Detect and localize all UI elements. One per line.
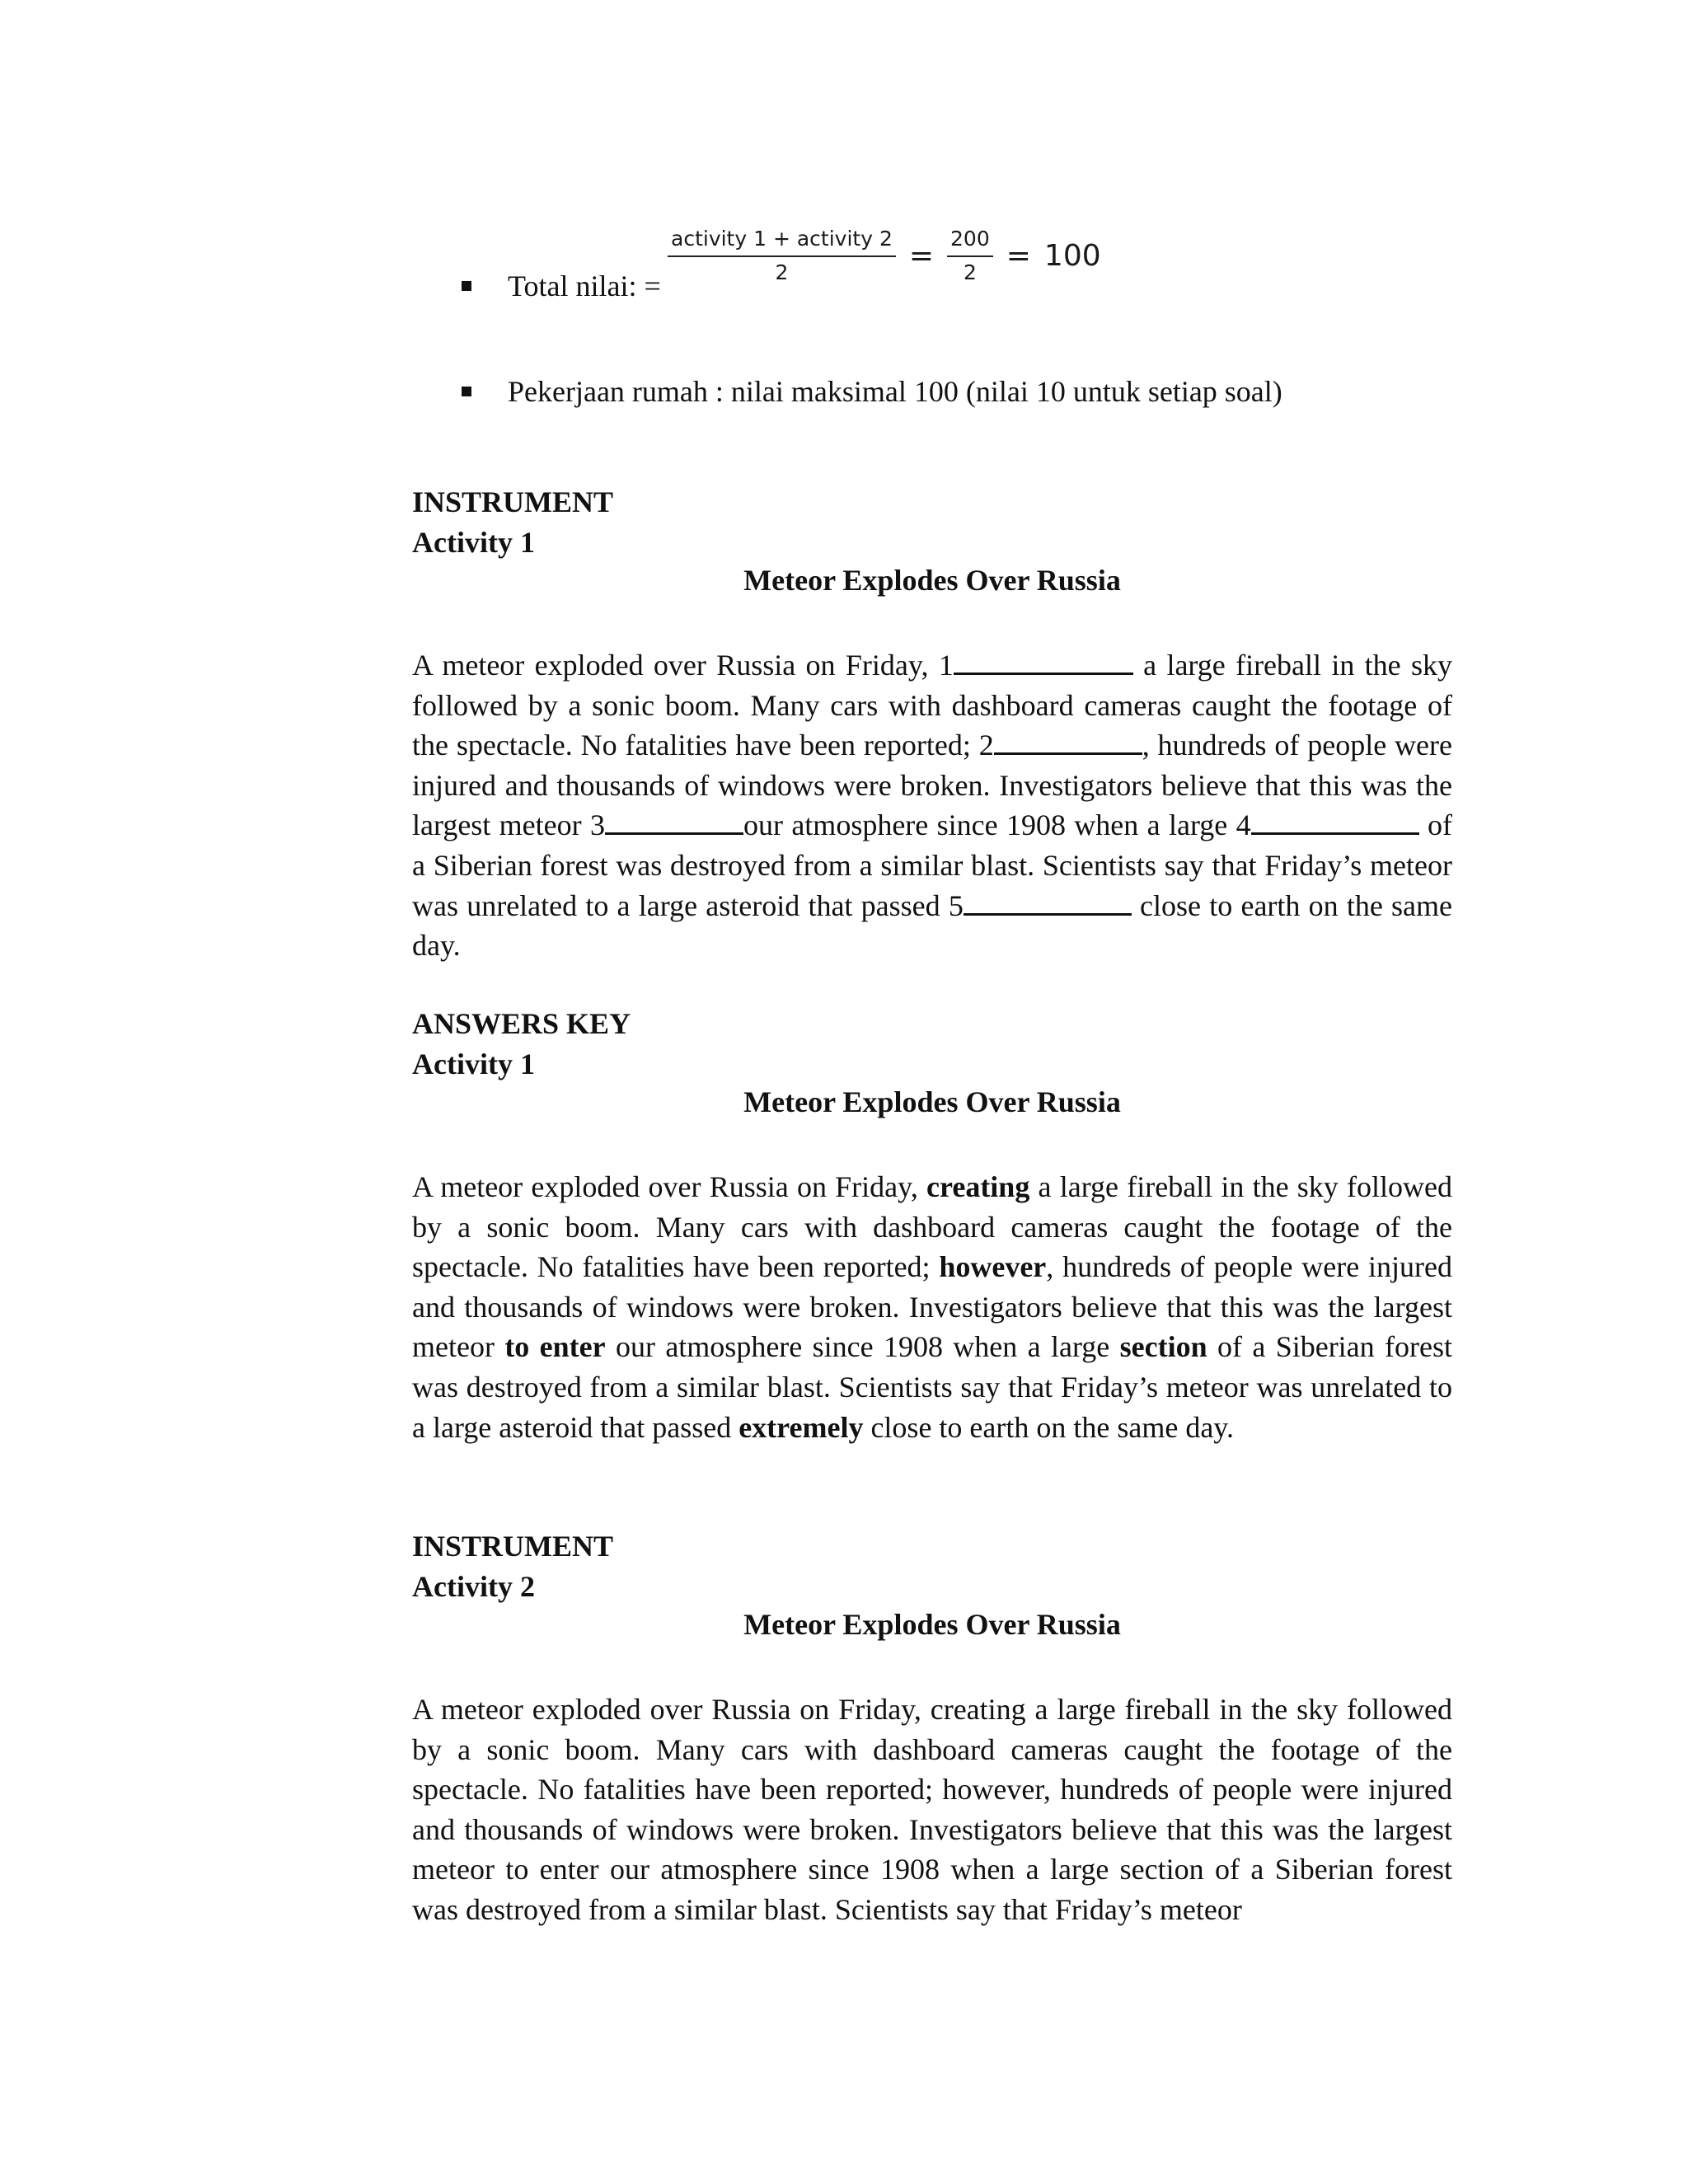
- answer-word: creating: [926, 1170, 1030, 1203]
- formula-fraction: [668, 227, 896, 284]
- total-nilai-label: Total nilai: =: [508, 269, 661, 302]
- formula-denominator: 2: [775, 260, 789, 284]
- activity-heading: Activity 2: [412, 1570, 535, 1603]
- blank-number: 2: [978, 729, 994, 762]
- blank-number: 1: [938, 649, 954, 682]
- blank-number: 3: [589, 808, 605, 842]
- section-heading: ANSWERS KEY: [412, 1007, 631, 1040]
- answer-word: to enter: [504, 1330, 606, 1364]
- equals-sign: =: [908, 238, 935, 273]
- value-fraction: [947, 227, 993, 284]
- value-denominator: 2: [963, 260, 977, 284]
- section-heading: INSTRUMENT: [412, 1530, 614, 1563]
- passage-title: Meteor Explodes Over Russia: [743, 564, 1121, 597]
- formula-result: 100: [1043, 238, 1101, 273]
- activity-heading: Activity 1: [412, 1047, 535, 1080]
- square-bullet-icon: [462, 387, 471, 396]
- section-heading: INSTRUMENT: [412, 485, 614, 518]
- passage-title: Meteor Explodes Over Russia: [743, 1085, 1121, 1118]
- answer-word: however: [939, 1250, 1047, 1284]
- bullet-total-nilai: [462, 269, 661, 303]
- passage-paragraph: A meteor exploded over Russia on Friday, creating a large fireball in the sky followed by a sonic boom. Many cars with dashboard cameras caught the footage of the spectacle. No fatalities have been reported; however, hundreds of people were injured and thousands of windows were broken. Investigators believe that this was the largest meteor to enter our atmosphere since 1908 when a large section of a Siberian forest was destroyed from a similar blast. Scientists say that Friday’s meteor: [412, 1693, 1452, 1926]
- equals-sign: =: [1006, 238, 1031, 273]
- homework-text: Pekerjaan rumah : nilai maksimal 100 (nilai 10 untuk setiap soal): [508, 375, 1282, 408]
- activity-heading: Activity 1: [412, 526, 535, 559]
- blank-line: [964, 888, 1132, 916]
- answer-word: extremely: [738, 1410, 864, 1444]
- blank-line: [994, 728, 1142, 755]
- square-bullet-icon: [462, 281, 471, 291]
- answer-word: section: [1119, 1330, 1207, 1364]
- blank-line: [954, 648, 1133, 675]
- cloze-paragraph: A meteor exploded over Russia on Friday, 1 a large fireball in the sky followed by a sonic boom. Many cars with dashboard cameras caught the footage of the spectacle. No fatalities have been reported; 2 , hundreds of people were injured and thousands of windows were broken. Investigators believe that this was the largest meteor 3 our atmosphere since 1908 when a large 4 of a Siberian forest was destroyed from a similar blast. Scientists say that Friday’s meteor was unrelated to a large asteroid that passed 5 close to earth on the same day.: [412, 649, 1453, 963]
- blank-number: 4: [1236, 808, 1251, 842]
- value-numerator: 200: [947, 227, 993, 257]
- blank-line: [1251, 808, 1419, 835]
- blank-line: [605, 808, 743, 835]
- grading-formula: [668, 227, 1101, 284]
- passage-title: Meteor Explodes Over Russia: [743, 1608, 1121, 1641]
- formula-numerator: activity 1 + activity 2: [668, 227, 896, 257]
- bullet-homework: [462, 374, 1282, 409]
- answer-paragraph: A meteor exploded over Russia on Friday, creating a large fireball in the sky followed by a sonic boom. Many cars with dashboard cameras caught the footage of the spectacle. No fatalities have been reported; however, hundreds of people were injured and thousands of windows were broken. Investigators believe that this was the largest meteor to enter our atmosphere since 1908 when a large section of a Siberian forest was destroyed from a similar blast. Scientists say that Friday’s meteor was unrelated to a large asteroid that passed extremely close to earth on the same day.: [412, 1170, 1452, 1444]
- blank-number: 5: [948, 888, 964, 922]
